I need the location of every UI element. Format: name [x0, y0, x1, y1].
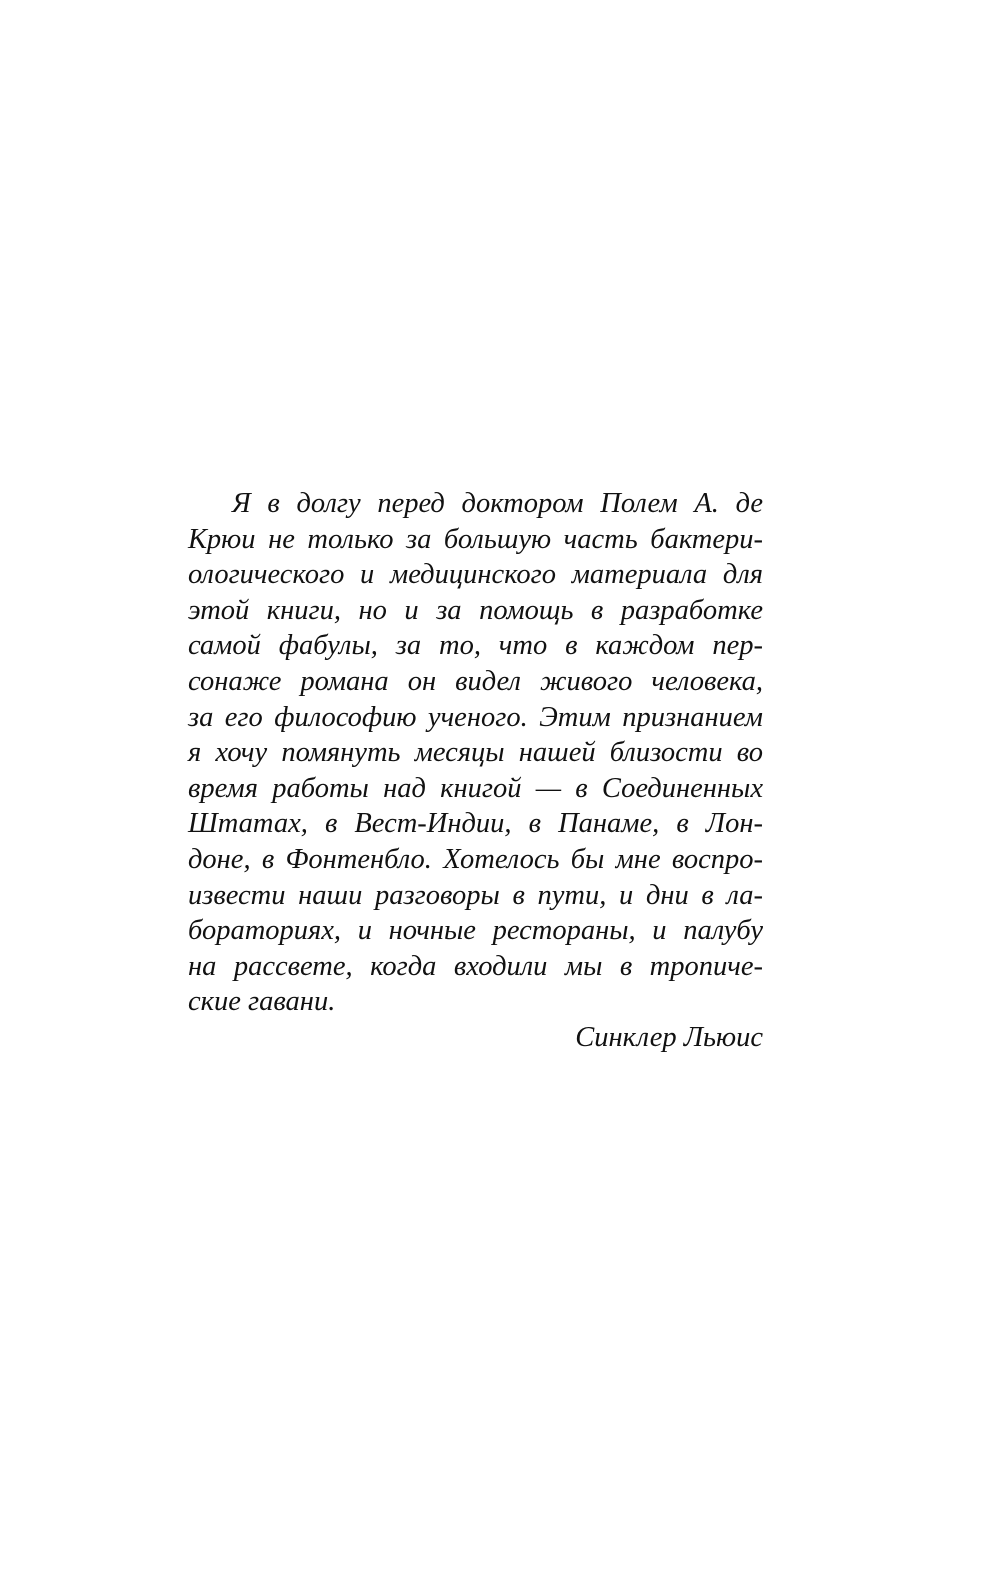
author-signature: Синклер Льюис	[575, 1021, 763, 1053]
dedication-line: ологического и медицинского материала для	[188, 559, 763, 591]
dedication-line: извести наши разговоры в пути, и дни в ла-	[188, 879, 763, 911]
dedication-line: на рассвете, когда входили мы в тропиче-	[188, 950, 763, 982]
dedication-line: я хочу помянуть месяцы нашей близости во	[188, 737, 763, 769]
dedication-text	[188, 486, 763, 1056]
dedication-line: доне, в Фонтенбло. Хотелось бы мне воспро-	[188, 843, 763, 875]
dedication-line: Штатах, в Вест-Индии, в Панаме, в Лон-	[188, 808, 763, 840]
dedication-line: Крюи не только за большую часть бактери-	[188, 523, 763, 555]
dedication-line: этой книги, но и за помощь в разработке	[188, 594, 763, 626]
dedication-line: за его философию ученого. Этим признанием	[188, 701, 763, 733]
dedication-line: ские гавани.	[188, 986, 336, 1018]
dedication-line: бораториях, и ночные рестораны, и палубу	[188, 915, 763, 947]
dedication-line: время работы над книгой — в Соединенных	[188, 772, 763, 804]
dedication-line: Я в долгу перед доктором Полем А. де	[232, 488, 763, 519]
dedication-line: самой фабулы, за то, что в каждом пер-	[188, 630, 763, 662]
dedication-line: сонаже романа он видел живого человека,	[188, 665, 763, 697]
